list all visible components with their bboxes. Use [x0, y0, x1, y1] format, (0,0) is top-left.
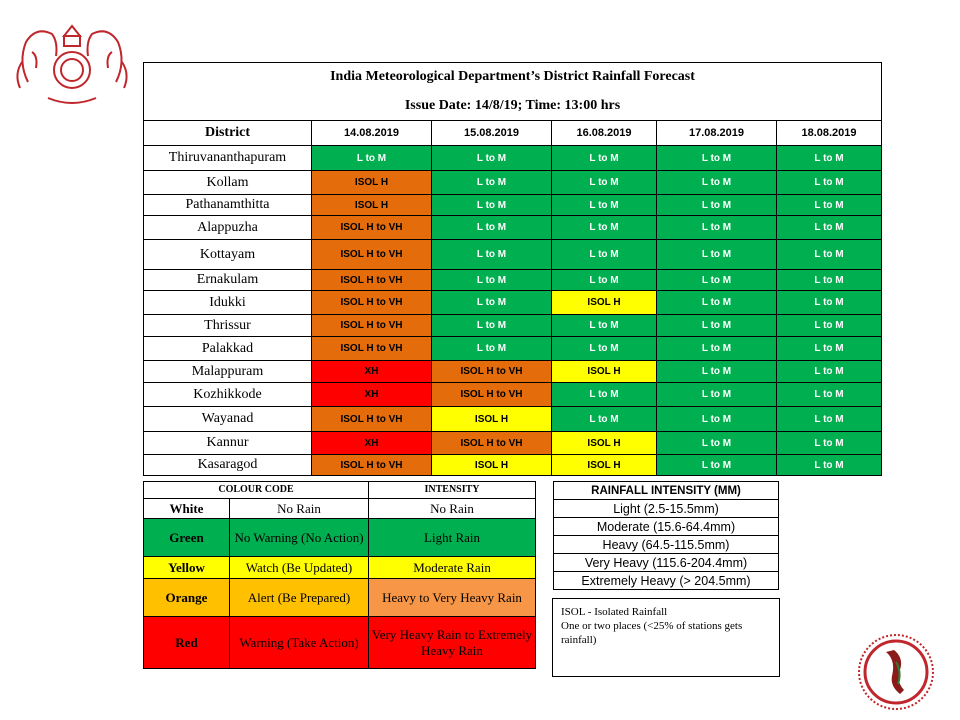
- district-row: [144, 407, 882, 432]
- district-name: Ernakulam: [144, 270, 312, 291]
- forecast-cell: ISOL H: [552, 291, 657, 315]
- forecast-cell: L to M: [657, 432, 777, 455]
- forecast-cell: L to M: [777, 383, 882, 407]
- district-row: [144, 216, 882, 240]
- forecast-cell: ISOL H to VH: [312, 291, 432, 315]
- forecast-cell: L to M: [657, 291, 777, 315]
- colour-name: Yellow: [144, 557, 230, 579]
- district-row: [144, 337, 882, 361]
- forecast-cell: L to M: [552, 407, 657, 432]
- forecast-cell: L to M: [657, 270, 777, 291]
- forecast-cell: L to M: [777, 432, 882, 455]
- forecast-cell: L to M: [777, 315, 882, 337]
- forecast-cell: L to M: [777, 291, 882, 315]
- imd-logo: [856, 632, 936, 712]
- forecast-cell: L to M: [777, 216, 882, 240]
- colour-code-header: COLOUR CODE: [144, 482, 369, 499]
- forecast-cell: L to M: [552, 216, 657, 240]
- forecast-cell: ISOL H: [312, 171, 432, 195]
- colour-code-table: [143, 481, 536, 669]
- forecast-cell: L to M: [432, 337, 552, 361]
- forecast-cell: L to M: [657, 146, 777, 171]
- kerala-emblem-logo: [8, 12, 136, 112]
- forecast-cell: L to M: [777, 171, 882, 195]
- date-column-header: 17.08.2019: [657, 121, 777, 146]
- forecast-cell: L to M: [432, 315, 552, 337]
- forecast-cell: ISOL H: [552, 361, 657, 383]
- date-column-header: 15.08.2019: [432, 121, 552, 146]
- forecast-cell: L to M: [312, 146, 432, 171]
- forecast-cell: ISOL H to VH: [312, 315, 432, 337]
- forecast-cell: ISOL H: [552, 455, 657, 476]
- intensity-range: Heavy (64.5-115.5mm): [554, 536, 779, 554]
- issue-date: Issue Date: 14/8/19; Time: 13:00 hrs: [144, 92, 882, 121]
- district-name: Thiruvananthapuram: [144, 146, 312, 171]
- colour-intensity: Heavy to Very Heavy Rain: [369, 579, 536, 617]
- forecast-cell: XH: [312, 383, 432, 407]
- isol-definition: ISOL - Isolated Rainfall: [561, 606, 668, 618]
- isol-description: One or two places (<25% of stations gets rainfall): [561, 620, 743, 646]
- forecast-cell: L to M: [777, 455, 882, 476]
- forecast-cell: L to M: [552, 383, 657, 407]
- forecast-cell: L to M: [432, 171, 552, 195]
- forecast-cell: L to M: [552, 337, 657, 361]
- forecast-cell: L to M: [552, 146, 657, 171]
- colour-intensity: Moderate Rain: [369, 557, 536, 579]
- forecast-cell: L to M: [657, 195, 777, 216]
- forecast-cell: ISOL H to VH: [312, 407, 432, 432]
- district-row: [144, 315, 882, 337]
- forecast-cell: L to M: [552, 171, 657, 195]
- colour-code-row: [144, 579, 536, 617]
- forecast-cell: ISOL H to VH: [432, 383, 552, 407]
- district-name: Kasaragod: [144, 455, 312, 476]
- forecast-cell: L to M: [657, 240, 777, 270]
- district-name: Wayanad: [144, 407, 312, 432]
- forecast-cell: ISOL H: [552, 432, 657, 455]
- forecast-cell: ISOL H: [312, 195, 432, 216]
- forecast-cell: L to M: [657, 216, 777, 240]
- forecast-cell: ISOL H: [432, 455, 552, 476]
- forecast-cell: L to M: [432, 216, 552, 240]
- forecast-title: India Meteorological Department’s District Rainfall Forecast: [144, 63, 882, 92]
- colour-intensity: Very Heavy Rain to Extremely Heavy Rain: [369, 617, 536, 669]
- colour-code-row: [144, 519, 536, 557]
- date-column-header: 18.08.2019: [777, 121, 882, 146]
- forecast-cell: L to M: [777, 240, 882, 270]
- colour-meaning: Alert (Be Prepared): [230, 579, 369, 617]
- forecast-cell: L to M: [777, 337, 882, 361]
- district-name: Idukki: [144, 291, 312, 315]
- forecast-cell: L to M: [657, 383, 777, 407]
- district-row: [144, 383, 882, 407]
- intensity-range: Extremely Heavy (> 204.5mm): [554, 572, 779, 590]
- forecast-cell: L to M: [432, 291, 552, 315]
- colour-meaning: Warning (Take Action): [230, 617, 369, 669]
- forecast-cell: L to M: [777, 361, 882, 383]
- district-name: Kozhikkode: [144, 383, 312, 407]
- forecast-cell: ISOL H: [432, 407, 552, 432]
- forecast-cell: ISOL H to VH: [432, 432, 552, 455]
- colour-meaning: Watch (Be Updated): [230, 557, 369, 579]
- district-row: [144, 240, 882, 270]
- colour-code-row: [144, 557, 536, 579]
- forecast-cell: L to M: [432, 195, 552, 216]
- intensity-range: Moderate (15.6-64.4mm): [554, 518, 779, 536]
- intensity-header: INTENSITY: [369, 482, 536, 499]
- forecast-cell: L to M: [657, 337, 777, 361]
- forecast-cell: ISOL H to VH: [312, 270, 432, 291]
- forecast-cell: L to M: [657, 455, 777, 476]
- intensity-range: Light (2.5-15.5mm): [554, 500, 779, 518]
- district-row: [144, 455, 882, 476]
- forecast-cell: L to M: [777, 270, 882, 291]
- intensity-range: Very Heavy (115.6-204.4mm): [554, 554, 779, 572]
- colour-name: Red: [144, 617, 230, 669]
- rainfall-intensity-table: [553, 481, 779, 590]
- district-name: Kottayam: [144, 240, 312, 270]
- forecast-cell: L to M: [657, 361, 777, 383]
- district-row: [144, 270, 882, 291]
- forecast-cell: L to M: [552, 240, 657, 270]
- forecast-cell: L to M: [777, 407, 882, 432]
- date-column-header: 14.08.2019: [312, 121, 432, 146]
- district-name: Kannur: [144, 432, 312, 455]
- district-name: Kollam: [144, 171, 312, 195]
- forecast-cell: XH: [312, 361, 432, 383]
- colour-name: Orange: [144, 579, 230, 617]
- forecast-cell: L to M: [657, 315, 777, 337]
- forecast-cell: ISOL H to VH: [312, 337, 432, 361]
- forecast-cell: L to M: [552, 270, 657, 291]
- forecast-cell: ISOL H to VH: [432, 361, 552, 383]
- colour-name: White: [144, 499, 230, 519]
- forecast-cell: L to M: [657, 171, 777, 195]
- forecast-cell: L to M: [657, 407, 777, 432]
- district-row: [144, 291, 882, 315]
- district-name: Palakkad: [144, 337, 312, 361]
- district-name: Thrissur: [144, 315, 312, 337]
- forecast-cell: L to M: [777, 195, 882, 216]
- district-name: Alappuzha: [144, 216, 312, 240]
- isol-note-box: [552, 598, 780, 677]
- district-forecast-table: [143, 62, 882, 476]
- forecast-cell: L to M: [777, 146, 882, 171]
- forecast-cell: XH: [312, 432, 432, 455]
- colour-meaning: No Rain: [230, 499, 369, 519]
- district-row: [144, 361, 882, 383]
- colour-code-row: [144, 499, 536, 519]
- district-row: [144, 432, 882, 455]
- rainfall-intensity-title: RAINFALL INTENSITY (MM): [554, 482, 779, 500]
- date-column-header: 16.08.2019: [552, 121, 657, 146]
- colour-intensity: No Rain: [369, 499, 536, 519]
- district-row: [144, 146, 882, 171]
- district-name: Malappuram: [144, 361, 312, 383]
- forecast-cell: ISOL H to VH: [312, 216, 432, 240]
- forecast-cell: L to M: [432, 146, 552, 171]
- colour-meaning: No Warning (No Action): [230, 519, 369, 557]
- colour-name: Green: [144, 519, 230, 557]
- district-column-header: District: [144, 121, 312, 146]
- district-row: [144, 171, 882, 195]
- forecast-cell: L to M: [552, 195, 657, 216]
- forecast-cell: ISOL H to VH: [312, 455, 432, 476]
- colour-code-row: [144, 617, 536, 669]
- district-row: [144, 195, 882, 216]
- district-name: Pathanamthitta: [144, 195, 312, 216]
- colour-intensity: Light Rain: [369, 519, 536, 557]
- forecast-cell: ISOL H to VH: [312, 240, 432, 270]
- forecast-cell: L to M: [432, 270, 552, 291]
- forecast-cell: L to M: [432, 240, 552, 270]
- forecast-cell: L to M: [552, 315, 657, 337]
